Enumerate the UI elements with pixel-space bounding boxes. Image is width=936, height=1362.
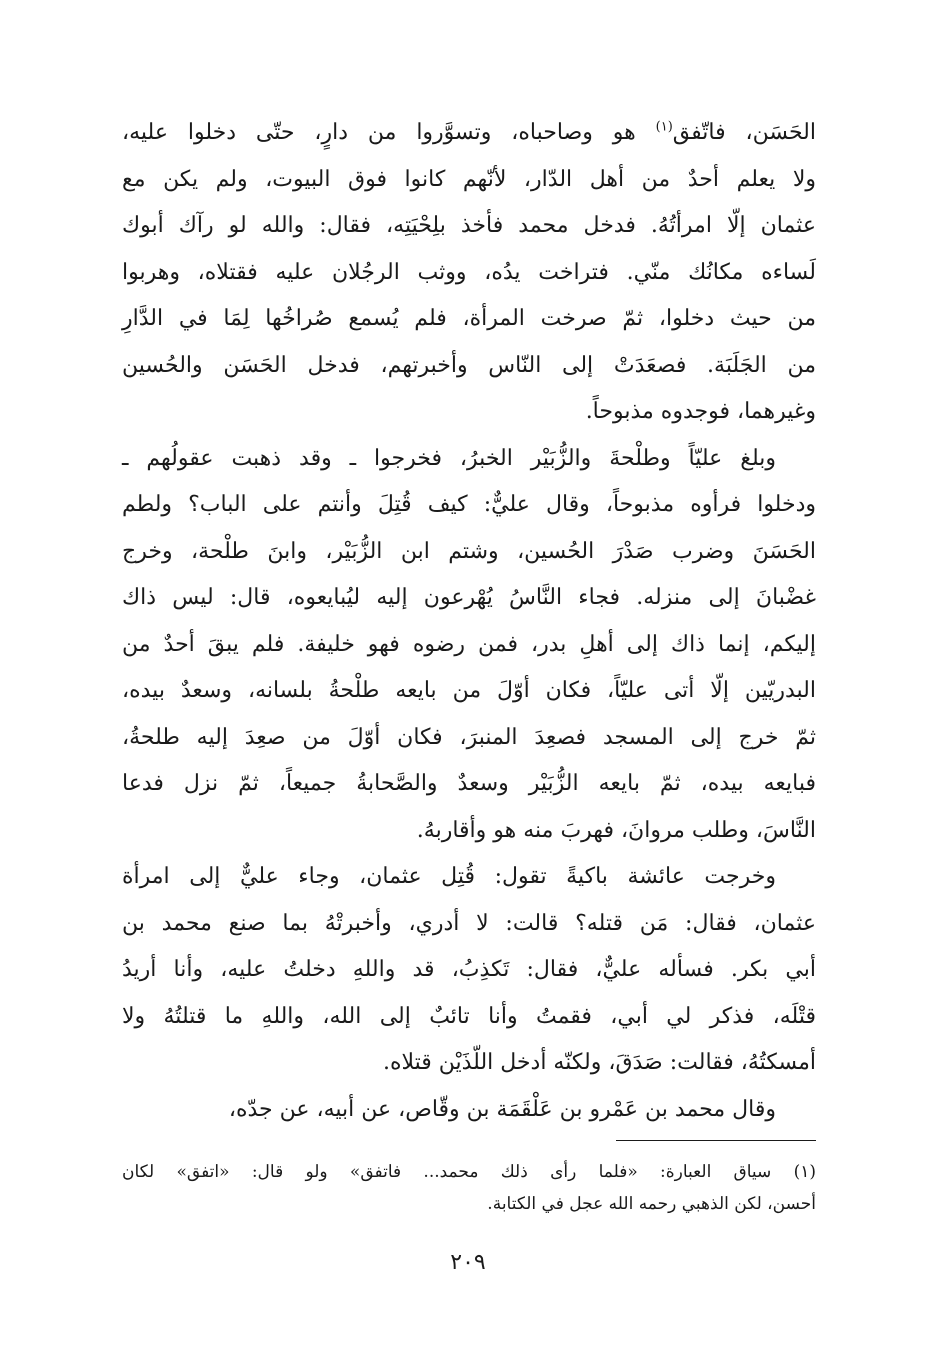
text-line: قتْلَه، فذكر لي أبي، فقمتُ وأنا تائبٌ إلى الله، واللهِ ما قتلتُهُ ولا	[122, 1003, 816, 1029]
text-line: إليكم، إنما ذاك إلى أهلِ بدر، فمن رضوه فهو خليفة. فلم يبقَ أحدٌ من	[122, 631, 816, 657]
text-line: الحَسَنَ وضرب صَدْرَ الحُسين، وشتم ابن الزُّبَيْر، وابنَ طلْحة، وخرج	[122, 538, 816, 564]
text-line: البدريّين إلّا أتى عليّاً، فكان أوّلَ من بايعه طلْحةُ بلسانه، وسعدٌ بيده،	[122, 678, 816, 703]
text-line: من الجَلَبَة. فصعَدَتْ إلى النّاس وأخبرتهم، فدخل الحَسَن والحُسين	[122, 352, 816, 378]
text-line: من حيث دخلوا، ثمّ صرخت المرأة، فلم يُسمع صُراخُها لِمَا في الدَّارِ	[122, 306, 816, 331]
text-segment: الحَسَن، فاتّفق	[672, 120, 816, 145]
text-line: وقال محمد بن عَمْرو بن عَلْقَمَة بن وقّاص، عن أبيه، عن جدّه،	[228, 1096, 776, 1122]
text-line: عثمان إلّا امرأتُهُ. فدخل محمد فأخذ بلِحْيَتِه، فقال: والله لو رآك أبوك	[122, 213, 816, 238]
footnote-line-1: (١) سياق العبارة: «فلما رأى ذلك محمد... فاتفق» ولو قال: «اتفق» لكان	[122, 1162, 816, 1182]
text-line: غضْبانَ إلى منزله. فجاء النَّاسُ يُهْرعون إليه ليُبايعوه، قال: ليس ذاك	[122, 585, 816, 610]
text-line: أمسكتُهُ، فقالت: صَدَقَ، ولكنّه أدخل اللّذَيْن قتلاه.	[382, 1050, 816, 1075]
footnote-separator	[616, 1140, 816, 1141]
text-line: عثمان، فقال: مَن قتله؟ قالت: لا أدري، وأخبرتْهُ بما صنع محمد بن	[122, 910, 816, 936]
text-line: النَّاسَ، وطلب مروانَ، فهربَ منه هو وأقاربهُ.	[416, 817, 816, 843]
footnote	[122, 1156, 816, 1220]
text-line: ولا يعلم أحدٌ من أهل الدّار، لأنّهم كانوا فوق البيوت، ولم يكن مع	[122, 166, 816, 192]
text-line: وغيرهما، فوجدوه مذبوحاً.	[585, 399, 816, 424]
text-line: ودخلوا فرأوه مذبوحاً، وقال عليٌّ: كيف قُتِلَ وأنتم على الباب؟ ولطم	[122, 492, 816, 517]
footnote-line-2: أحسن، لكن الذهبي رحمه الله عجل في الكتابة.	[487, 1194, 816, 1214]
text-line: وبلغ عليّاً وطلْحةَ والزُّبَيْر الخبرُ، فخرجوا ـ وقد ذهبت عقولُهم ـ	[122, 445, 776, 471]
text-line: فبايعه بيده، ثمّ بايعه الزُّبَيْر وسعدٌ والصَّحابةُ جميعاً، ثمّ نزل فدعا	[122, 771, 816, 796]
text-segment: هو وصاحباه، وتسوَّروا من دارٍ، حتّى دخلوا عليه،	[122, 120, 656, 145]
main-text	[122, 110, 816, 1133]
page-number: ٢٠٩	[450, 1250, 486, 1275]
text-line: لَساءه مكانُك منّي. فتراخت يدُه، ووثب الرجُلان عليه فقتلاه، وهربوا	[122, 259, 816, 285]
text-line: وخرجت عائشة باكيةً تقول: قُتِل عثمان، وجاء عليٌّ إلى امرأة	[122, 864, 776, 889]
footnote-reference[interactable]: (١)	[655, 119, 673, 135]
text-line: أبي بكر. فسأله عليٌّ، فقال: تَكذِبُ، قد واللهِ دخلتُ عليه، وأنا أريدُ	[122, 957, 816, 982]
text-line	[122, 110, 816, 157]
text-line: ثمّ خرج إلى المسجد فصعِدَ المنبرَ، فكان أوّلَ من صعِدَ إليه طلحةُ،	[122, 724, 816, 750]
